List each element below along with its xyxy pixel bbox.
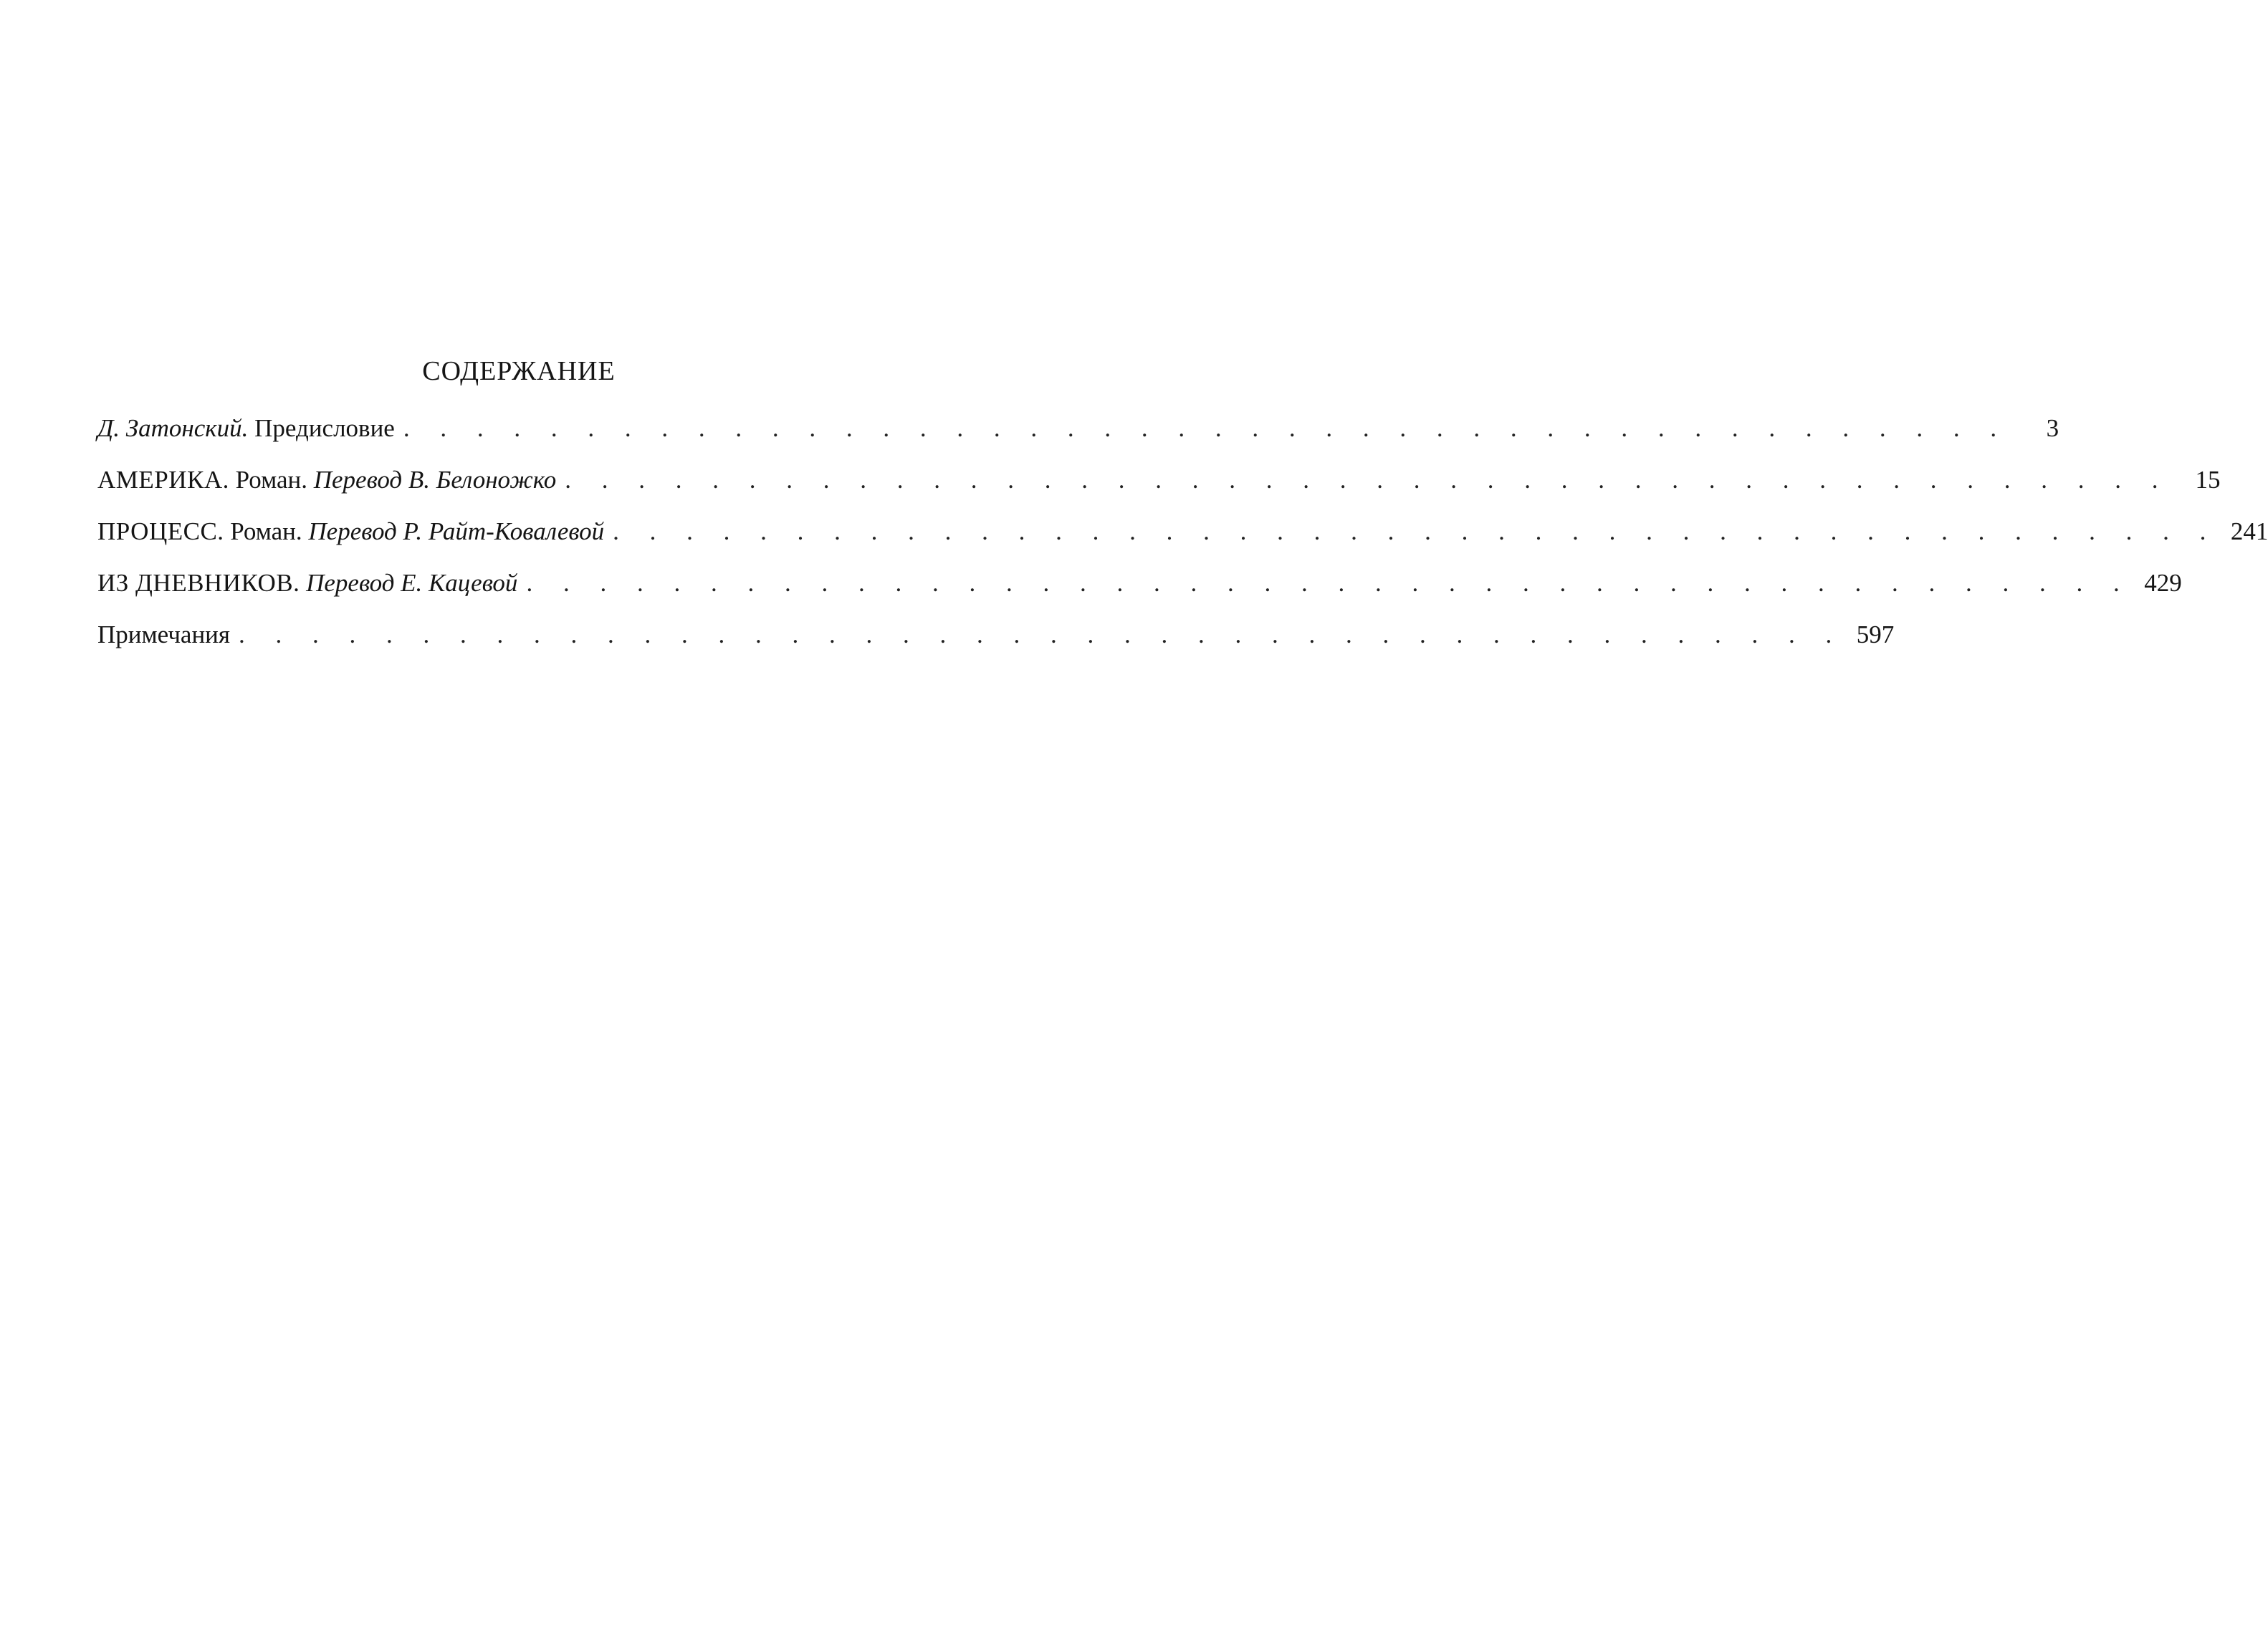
toc-translator: Перевод Р. Райт-Ковалевой xyxy=(308,517,605,545)
toc-entry-preface xyxy=(97,414,2059,466)
dot-leader: . . . . . . . . . . . . . . . . . . . . . . . . . . . . . . . . . . . . . . . . . . . . xyxy=(613,517,2219,545)
toc-entry-text xyxy=(97,414,395,443)
toc-entry-title: Предисловие xyxy=(254,414,395,442)
table-of-contents xyxy=(97,414,2268,672)
toc-entry-protsess xyxy=(97,517,2268,569)
dot-leader: . . . . . . . . . . . . . . . . . . . . . . . . . . . . . . . . . . . . . . . . . . . . xyxy=(565,466,2171,494)
toc-page-number: 429 xyxy=(2144,569,2182,597)
toc-entry-text xyxy=(97,621,230,649)
toc-genre: Роман. xyxy=(235,466,307,494)
toc-genre: Роман. xyxy=(230,517,302,545)
toc-page-number: 597 xyxy=(1856,621,1895,648)
toc-page-number: 15 xyxy=(2195,466,2221,494)
toc-work-title: ПРОЦЕСС. xyxy=(97,517,224,545)
toc-entry-text xyxy=(97,569,517,598)
toc-heading: СОДЕРЖАНИЕ xyxy=(422,356,616,386)
toc-work-title: АМЕРИКА. xyxy=(97,466,229,494)
toc-entry-diaries xyxy=(97,569,2182,621)
toc-entry-amerika xyxy=(97,466,2221,517)
toc-entry-notes xyxy=(97,621,1895,672)
toc-author: Д. Затонский. xyxy=(97,414,249,442)
toc-translator: Перевод Е. Кацевой xyxy=(306,569,518,597)
dot-leader: . . . . . . . . . . . . . . . . . . . . . . . . . . . . . . . . . . . . . . . . . . . . xyxy=(239,621,1844,648)
toc-page-number: 3 xyxy=(2046,414,2059,442)
dot-leader: . . . . . . . . . . . . . . . . . . . . . . . . . . . . . . . . . . . . . . . . . . . . xyxy=(526,569,2132,597)
dot-leader: . . . . . . . . . . . . . . . . . . . . . . . . . . . . . . . . . . . . . . . . . . . . xyxy=(403,414,2009,442)
toc-page-number: 241 xyxy=(2230,517,2268,545)
toc-entry-text xyxy=(97,466,556,494)
toc-entry-text xyxy=(97,517,604,546)
toc-translator: Перевод В. Белоножко xyxy=(313,466,557,494)
toc-entry-title: Примечания xyxy=(97,621,231,648)
toc-work-title: ИЗ ДНЕВНИКОВ. xyxy=(97,569,300,597)
